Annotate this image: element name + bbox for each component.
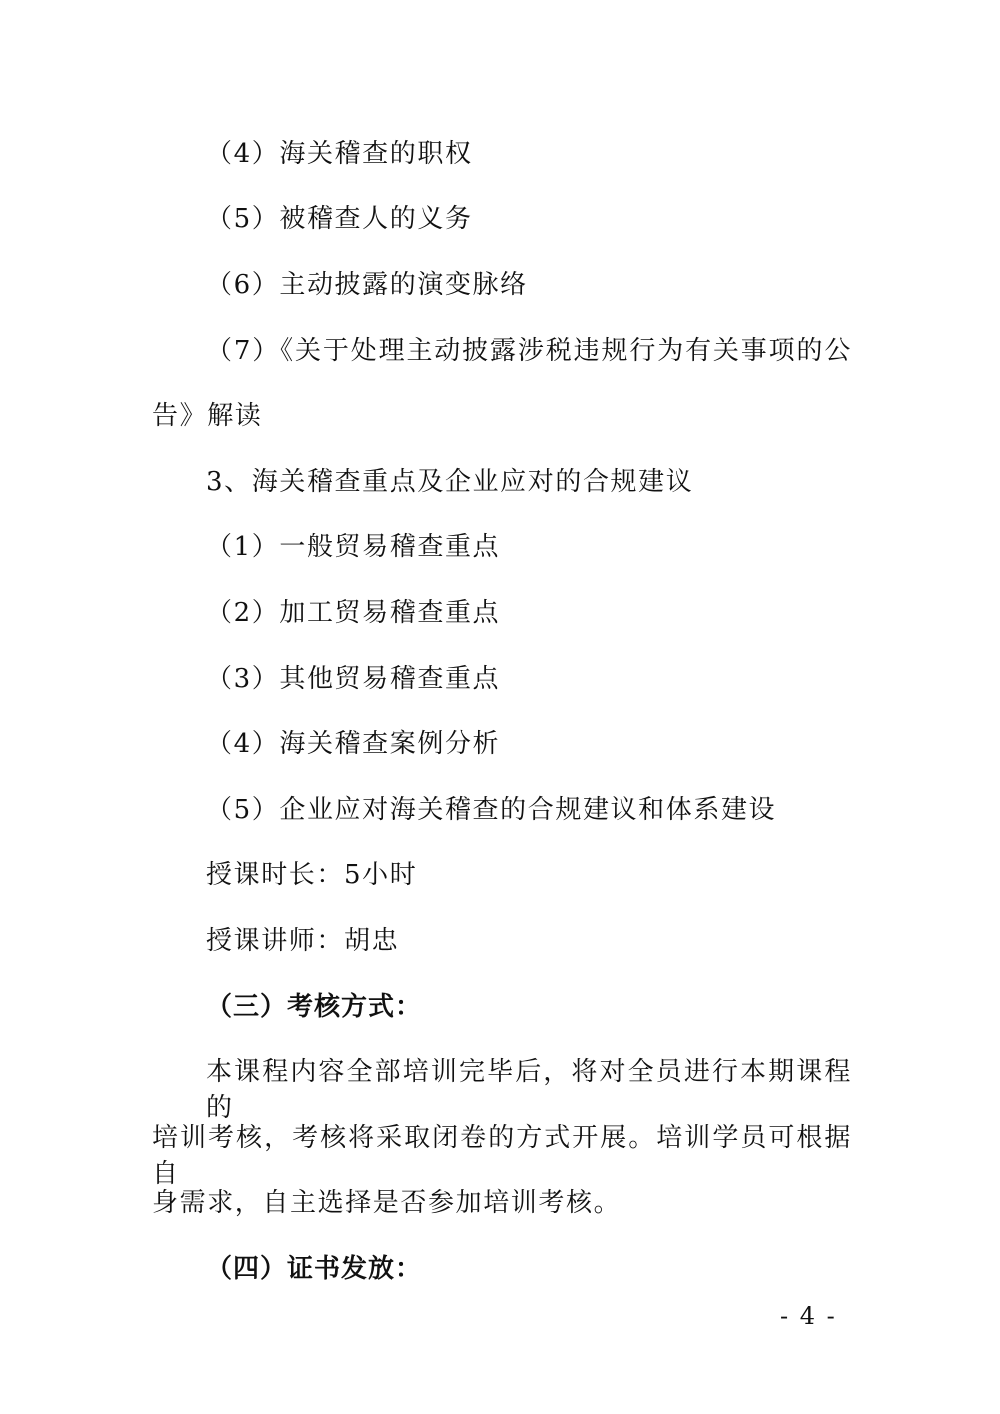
- list-item: （2）加工贸易稽查重点: [206, 598, 501, 628]
- list-item: （1）一般贸易稽查重点: [206, 532, 501, 562]
- list-item-continuation: 告》解读: [152, 401, 263, 431]
- paragraph-line: 培训考核，考核将采取闭卷的方式开展。培训学员可根据自: [152, 1123, 852, 1189]
- page-number: - 4 -: [780, 1302, 837, 1330]
- list-item: （3）其他贸易稽查重点: [206, 664, 501, 694]
- assessment-heading: （三）考核方式：: [206, 992, 423, 1022]
- certificate-heading: （四）证书发放：: [206, 1254, 423, 1284]
- list-item: （7）《关于处理主动披露涉税违规行为有关事项的公: [206, 336, 852, 366]
- paragraph-line: 身需求，自主选择是否参加培训考核。: [152, 1188, 622, 1218]
- list-item: （6）主动披露的演变脉络: [206, 270, 528, 300]
- course-duration: 授课时长：5小时: [206, 860, 418, 890]
- list-item: （5）被稽查人的义务: [206, 204, 473, 234]
- list-item: （5）企业应对海关稽查的合规建议和体系建设: [206, 795, 777, 825]
- section-heading: 3、海关稽查重点及企业应对的合规建议: [206, 467, 694, 497]
- course-instructor: 授课讲师：胡忠: [206, 926, 400, 956]
- paragraph-line: 本课程内容全部培训完毕后，将对全员进行本期课程的: [206, 1057, 852, 1123]
- list-item: （4）海关稽查的职权: [206, 139, 473, 169]
- list-item: （4）海关稽查案例分析: [206, 729, 501, 759]
